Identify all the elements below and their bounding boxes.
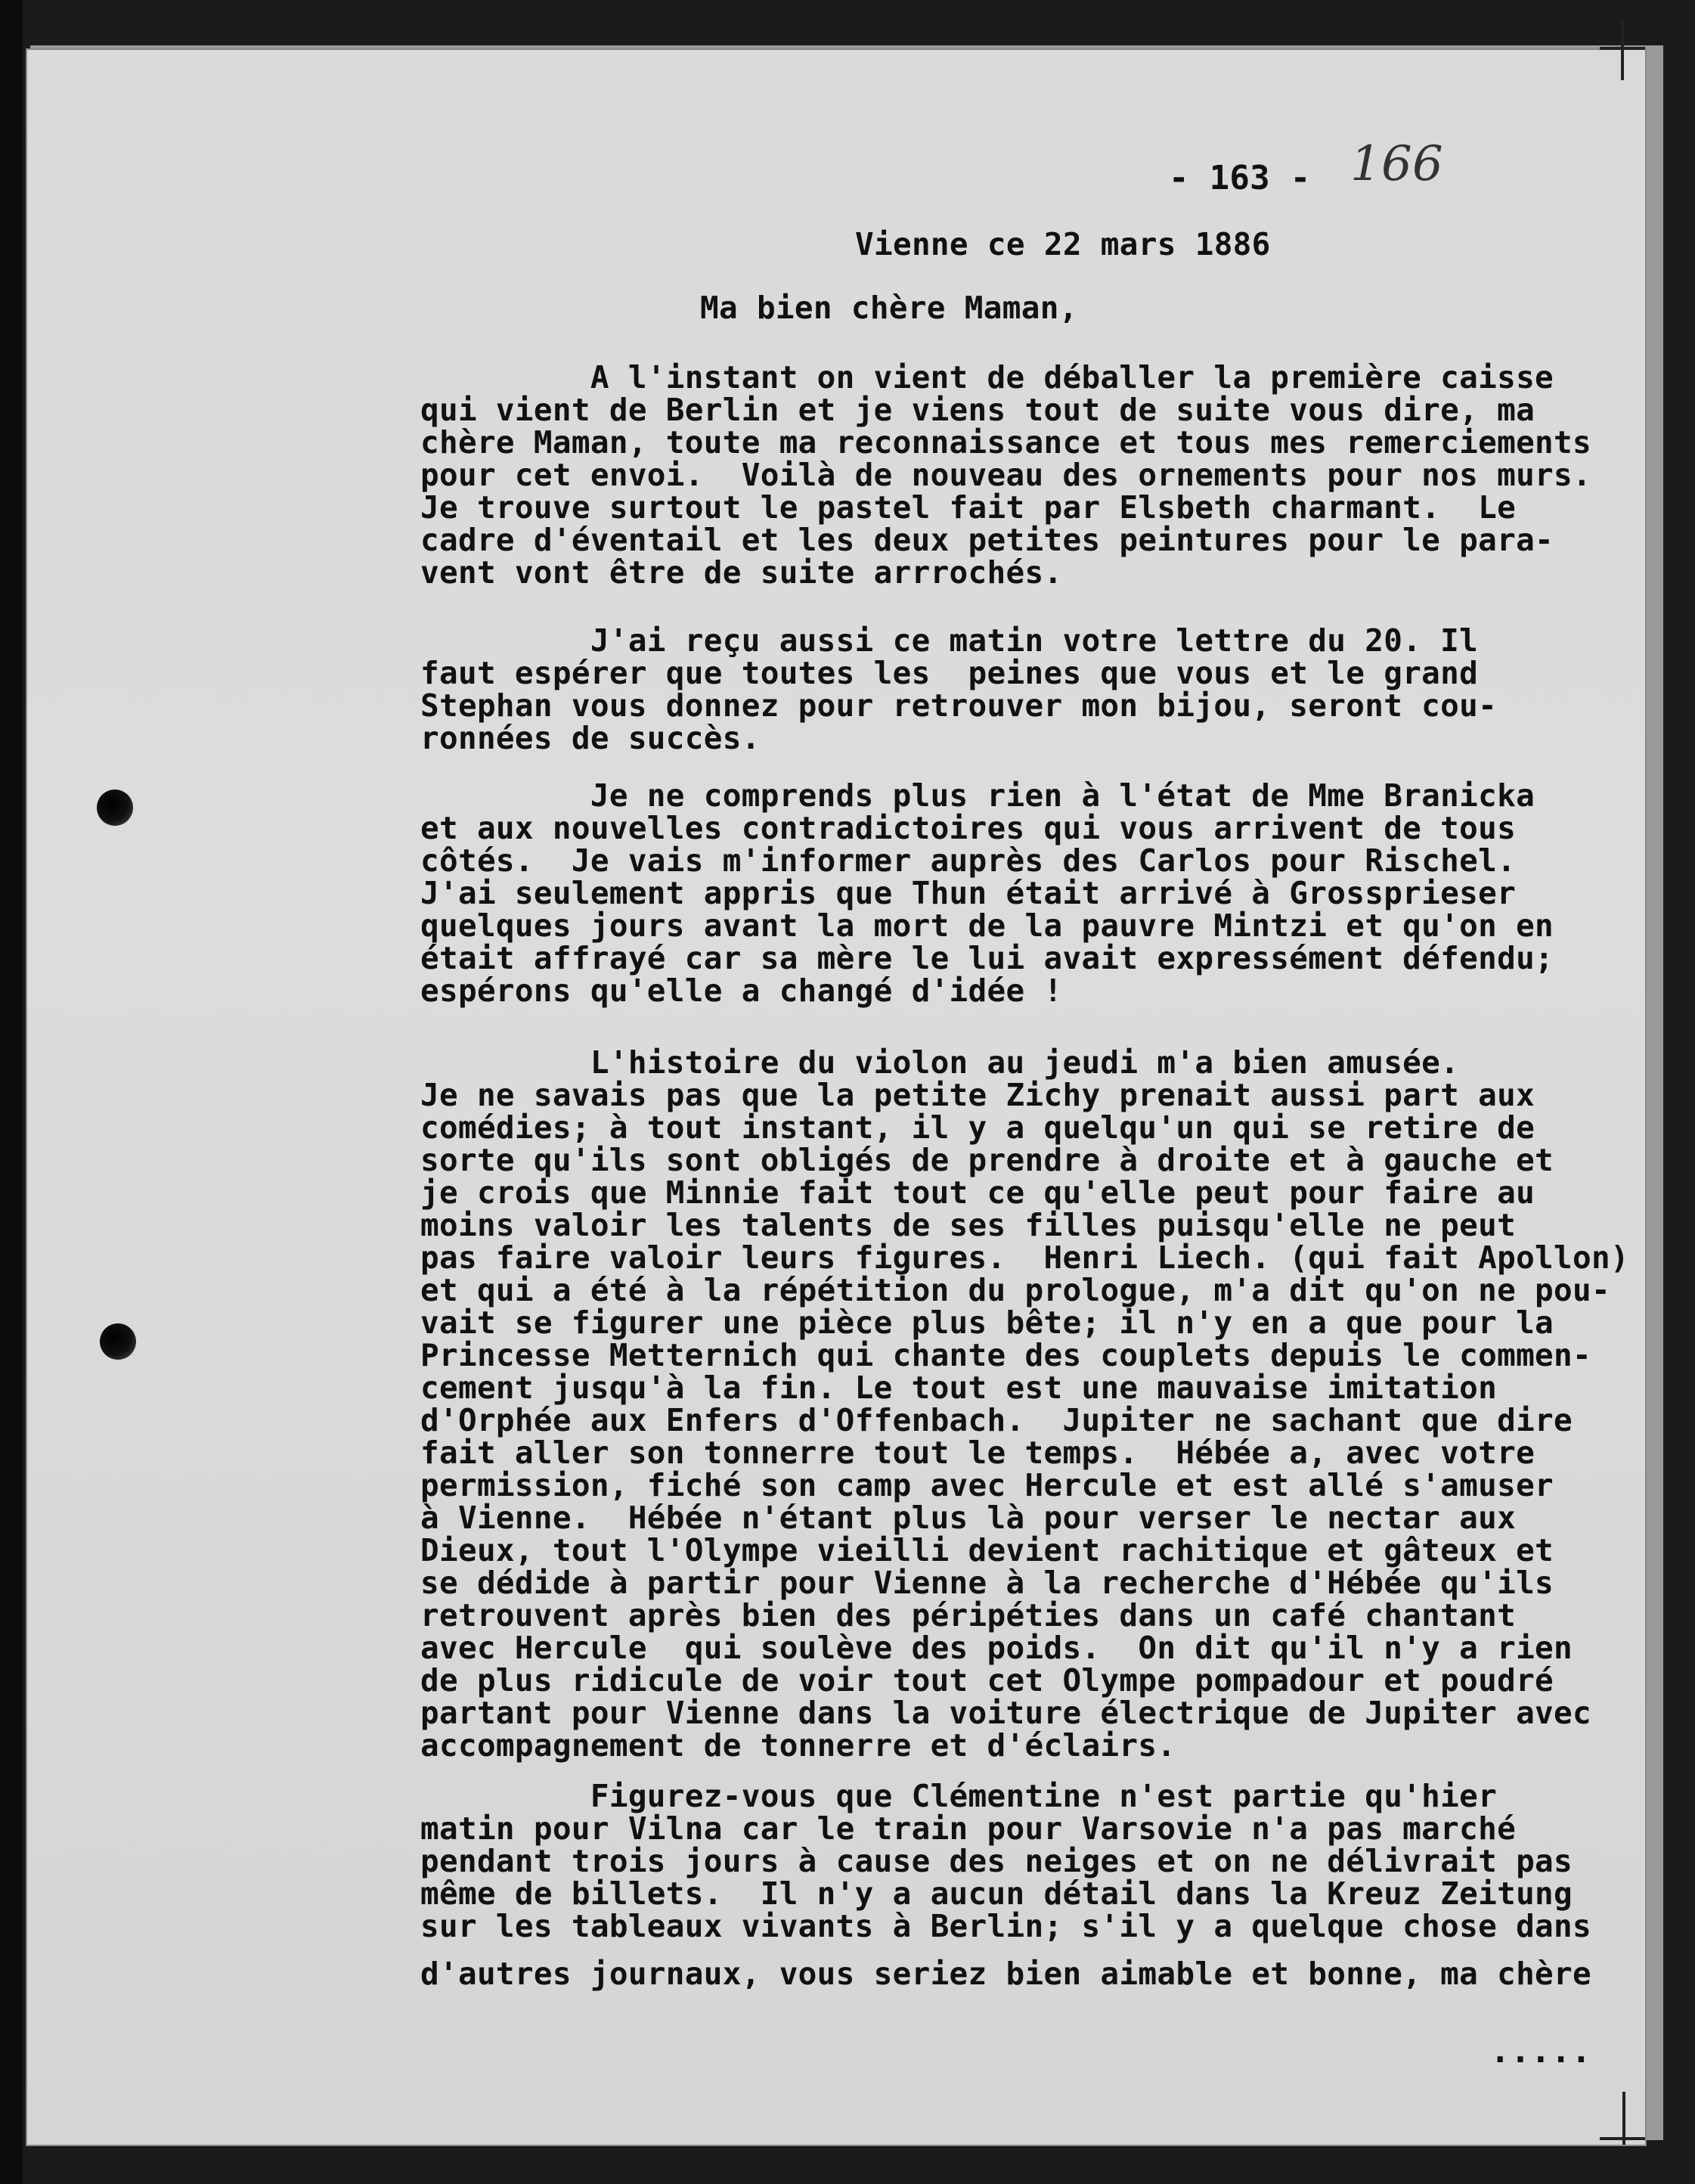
page-header xyxy=(776,136,1456,201)
punch-hole-lower xyxy=(100,1323,136,1360)
crop-mark-top-right xyxy=(1621,20,1624,80)
text-line: vait se figurer une pièce plus bête; il n'y en a que pour la xyxy=(420,1305,1554,1341)
text-line: Princesse Metternich qui chante des couplets depuis le commen- xyxy=(420,1337,1592,1373)
text-line: L'histoire du violon au jeudi m'a bien amusée. xyxy=(420,1044,1460,1081)
text-line: J'ai reçu aussi ce matin votre lettre du 20. Il xyxy=(420,622,1479,659)
text-line: se dédide à partir pour Vienne à la recherche d'Hébée qu'ils xyxy=(420,1565,1554,1601)
text-line: retrouvent après bien des péripéties dans un café chantant xyxy=(420,1597,1517,1633)
letter-page xyxy=(27,50,1645,2145)
text-line: cement jusqu'à la fin. Le tout est une mauvaise imitation xyxy=(420,1370,1498,1406)
text-line: de plus ridicule de voir tout cet Olympe pompadour et poudré xyxy=(420,1662,1554,1698)
text-line: et aux nouvelles contradictoires qui vous arrivent de tous xyxy=(420,810,1517,846)
crop-mark-top-right-h xyxy=(1600,47,1645,50)
text-line: à Vienne. Hébée n'étant plus là pour verser le nectar aux xyxy=(420,1500,1517,1536)
text-line: J'ai seulement appris que Thun était arrivé à Grossprieser xyxy=(420,875,1517,911)
text-line: Je ne savais pas que la petite Zichy prenait aussi part aux xyxy=(420,1077,1535,1113)
paragraph-2 xyxy=(420,622,1622,756)
text-line: avec Hercule qui soulève des poids. On dit qu'il n'y a rien xyxy=(420,1630,1573,1666)
punch-hole-upper xyxy=(97,790,133,826)
text-line: sorte qu'ils sont obligés de prendre à droite et à gauche et xyxy=(420,1142,1554,1178)
text-line: d'autres journaux, vous seriez bien aimable et bonne, ma chère xyxy=(420,1956,1592,1992)
paragraph-3 xyxy=(420,777,1622,1009)
text-line: cadre d'éventail et les deux petites peintures pour le para- xyxy=(420,522,1554,558)
text-line: je crois que Minnie fait tout ce qu'elle peut pour faire au xyxy=(420,1174,1535,1211)
text-line: fait aller son tonnerre tout le temps. Hébée a, avec votre xyxy=(420,1435,1535,1471)
text-line: même de billets. Il n'y a aucun détail dans la Kreuz Zeitung xyxy=(420,1875,1573,1912)
text-line: d'Orphée aux Enfers d'Offenbach. Jupiter ne sachant que dire xyxy=(420,1402,1573,1438)
page-number: - 163 - xyxy=(1169,159,1311,197)
salutation: Ma bien chère Maman, xyxy=(700,290,1078,326)
paragraph-5 xyxy=(420,1780,1622,1990)
paragraph-4 xyxy=(420,1044,1629,1764)
text-line: partant pour Vienne dans la voiture électrique de Jupiter avec xyxy=(420,1695,1592,1731)
text-line: Je trouve surtout le pastel fait par Elsbeth charmant. Le xyxy=(420,489,1517,526)
text-line: Je ne comprends plus rien à l'état de Mme Branicka xyxy=(420,777,1535,814)
text-line: Figurez-vous que Clémentine n'est partie qu'hier xyxy=(420,1778,1498,1814)
text-line: ronnées de succès. xyxy=(420,720,761,756)
text-line: côtés. Je vais m'informer auprès des Carlos pour Rischel. xyxy=(420,842,1517,879)
text-line: espérons qu'elle a changé d'idée ! xyxy=(420,973,1063,1009)
text-line: et qui a été à la répétition du prologue, m'a dit qu'on ne pou- xyxy=(420,1272,1610,1308)
text-line: sur les tableaux vivants à Berlin; s'il y a quelque chose dans xyxy=(420,1908,1592,1944)
text-line: pour cet envoi. Voilà de nouveau des ornements pour nos murs. xyxy=(420,457,1592,493)
text-line: était affrayé car sa mère le lui avait expressément défendu; xyxy=(420,940,1554,976)
text-line: A l'instant on vient de déballer la première caisse xyxy=(420,359,1554,396)
letter-body xyxy=(420,136,1629,2107)
text-line: Stephan vous donnez pour retrouver mon bijou, seront cou- xyxy=(420,687,1498,724)
scanner-frame-edge xyxy=(0,0,23,2184)
text-line: moins valoir les talents de ses filles puisqu'elle ne peut xyxy=(420,1207,1517,1243)
text-line: pas faire valoir leurs figures. Henri Liech. (qui fait Apollon) xyxy=(420,1239,1629,1276)
text-line: chère Maman, toute ma reconnaissance et tous mes remerciements xyxy=(420,424,1592,461)
text-line: matin pour Vilna car le train pour Varsovie n'a pas marché xyxy=(420,1810,1517,1847)
text-line: permission, fiché son camp avec Hercule et est allé s'amuser xyxy=(420,1467,1554,1503)
text-line: comédies; à tout instant, il y a quelqu'un qui se retire de xyxy=(420,1109,1535,1146)
crop-mark-bottom-right-h xyxy=(1600,2137,1645,2140)
date-line: Vienne ce 22 mars 1886 xyxy=(855,226,1271,262)
handwritten-page-number: 166 xyxy=(1350,136,1444,192)
text-line: Dieux, tout l'Olympe vieilli devient rachitique et gâteux et xyxy=(420,1532,1554,1568)
text-line: quelques jours avant la mort de la pauvre Mintzi et qu'on en xyxy=(420,907,1554,944)
text-line: pendant trois jours à cause des neiges et on ne délivrait pas xyxy=(420,1843,1573,1879)
text-line: qui vient de Berlin et je viens tout de suite vous dire, ma xyxy=(420,392,1535,428)
text-line: faut espérer que toutes les peines que vous et le grand xyxy=(420,655,1479,691)
paragraph-1 xyxy=(420,361,1622,589)
text-line: vent vont être de suite arrrochés. xyxy=(420,554,1063,591)
text-line: accompagnement de tonnerre et d'éclairs. xyxy=(420,1727,1176,1764)
continuation-mark: ..... xyxy=(1490,2032,1591,2071)
